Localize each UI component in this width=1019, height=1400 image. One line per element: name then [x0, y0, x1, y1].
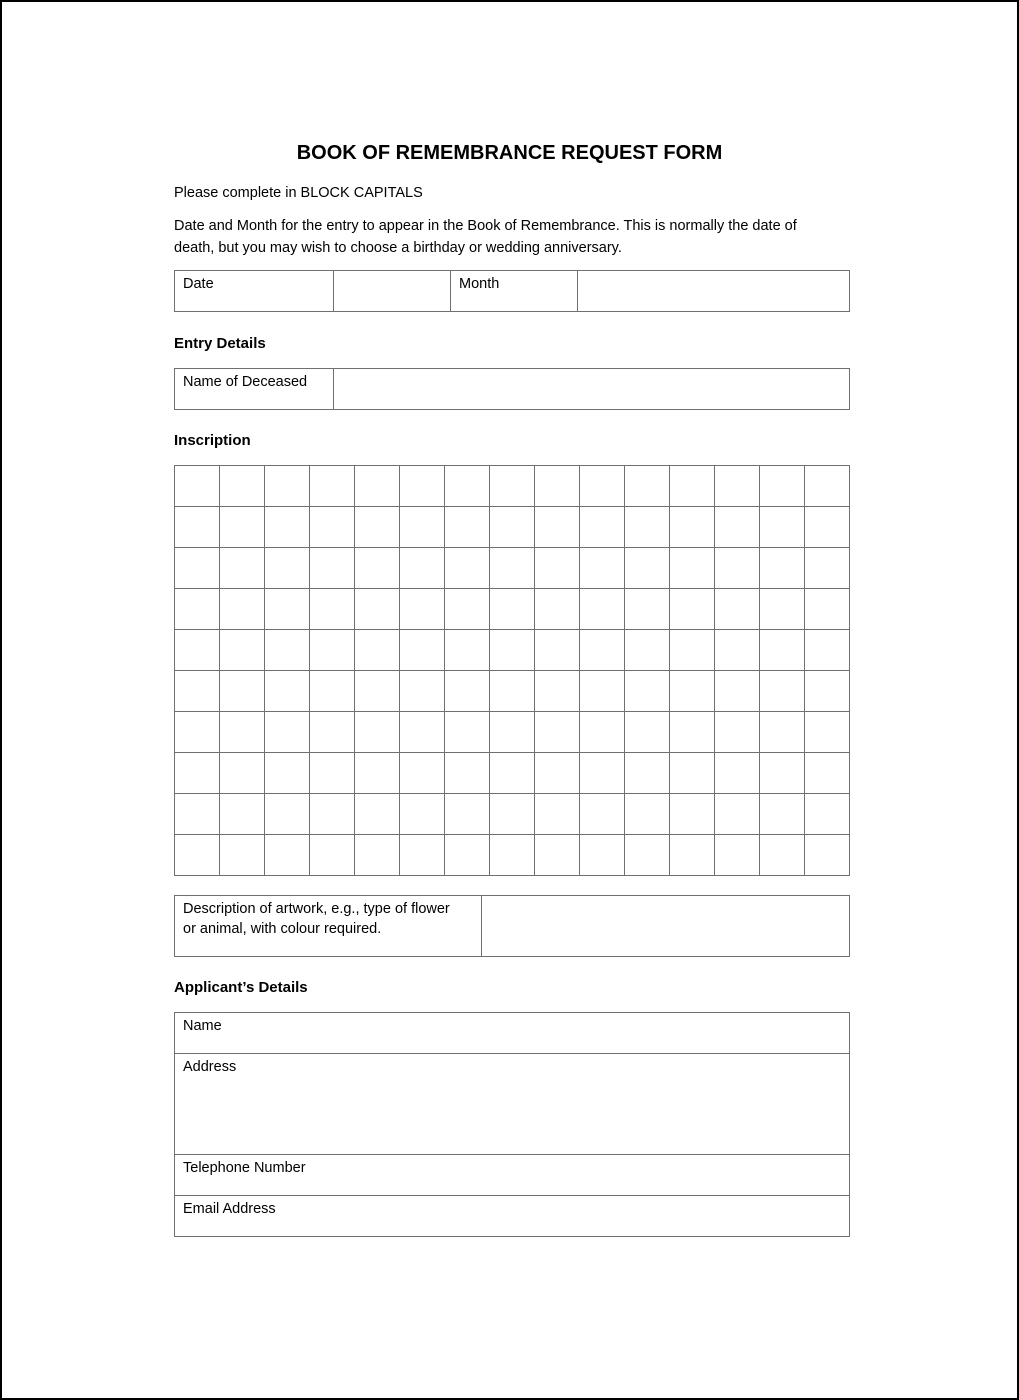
date-instruction-line-2: death, but you may wish to choose a birthday or wedding anniversary.: [174, 240, 622, 256]
inscription-cell[interactable]: [310, 507, 355, 548]
inscription-row: [175, 712, 850, 753]
inscription-cell[interactable]: [175, 671, 220, 712]
inscription-cell[interactable]: [535, 712, 580, 753]
applicant-email-cell[interactable]: [175, 1196, 850, 1237]
inscription-cell[interactable]: [175, 630, 220, 671]
applicant-address-label: Address: [183, 1059, 237, 1075]
inscription-row: [175, 835, 850, 876]
inscription-cell[interactable]: [715, 794, 760, 835]
inscription-cell[interactable]: [670, 671, 715, 712]
inscription-cell[interactable]: [580, 466, 625, 507]
month-label-cell: [451, 271, 578, 312]
inscription-cell[interactable]: [400, 794, 445, 835]
inscription-cell[interactable]: [265, 794, 310, 835]
inscription-cell[interactable]: [490, 794, 535, 835]
inscription-cell[interactable]: [445, 630, 490, 671]
inscription-cell[interactable]: [400, 671, 445, 712]
inscription-cell[interactable]: [265, 466, 310, 507]
inscription-cell[interactable]: [670, 712, 715, 753]
inscription-cell[interactable]: [535, 466, 580, 507]
inscription-row: [175, 671, 850, 712]
inscription-cell[interactable]: [805, 671, 850, 712]
inscription-cell[interactable]: [625, 507, 670, 548]
entry-details-table: [174, 368, 850, 410]
inscription-cell[interactable]: [445, 835, 490, 876]
inscription-cell[interactable]: [265, 712, 310, 753]
inscription-cell[interactable]: [400, 589, 445, 630]
inscription-cell[interactable]: [670, 753, 715, 794]
inscription-cell[interactable]: [310, 466, 355, 507]
inscription-cell[interactable]: [355, 548, 400, 589]
applicant-telephone-cell[interactable]: [175, 1155, 850, 1196]
inscription-cell[interactable]: [400, 507, 445, 548]
inscription-cell[interactable]: [175, 712, 220, 753]
inscription-cell[interactable]: [220, 630, 265, 671]
inscription-grid: [174, 465, 850, 876]
inscription-cell[interactable]: [715, 630, 760, 671]
block-capitals-instruction: Please complete in BLOCK CAPITALS: [174, 185, 423, 201]
inscription-cell[interactable]: [490, 835, 535, 876]
inscription-cell[interactable]: [490, 671, 535, 712]
inscription-cell[interactable]: [445, 794, 490, 835]
deceased-label-cell: [175, 369, 334, 410]
inscription-cell[interactable]: [715, 835, 760, 876]
applicant-email-label: Email Address: [183, 1201, 276, 1217]
inscription-cell[interactable]: [805, 835, 850, 876]
inscription-cell[interactable]: [670, 630, 715, 671]
inscription-cell[interactable]: [805, 630, 850, 671]
inscription-cell[interactable]: [760, 794, 805, 835]
inscription-cell[interactable]: [445, 671, 490, 712]
inscription-cell[interactable]: [490, 466, 535, 507]
inscription-cell[interactable]: [490, 548, 535, 589]
inscription-cell[interactable]: [445, 548, 490, 589]
inscription-cell[interactable]: [715, 466, 760, 507]
inscription-cell[interactable]: [220, 671, 265, 712]
inscription-cell[interactable]: [625, 548, 670, 589]
inscription-cell[interactable]: [355, 507, 400, 548]
date-label: Date: [183, 276, 214, 292]
applicant-details-table: [174, 1012, 850, 1237]
inscription-cell[interactable]: [355, 712, 400, 753]
inscription-cell[interactable]: [580, 548, 625, 589]
inscription-cell[interactable]: [715, 548, 760, 589]
inscription-cell[interactable]: [625, 794, 670, 835]
inscription-cell[interactable]: [445, 507, 490, 548]
inscription-cell[interactable]: [445, 589, 490, 630]
inscription-row: [175, 507, 850, 548]
inscription-cell[interactable]: [535, 548, 580, 589]
inscription-row: [175, 466, 850, 507]
month-label: Month: [459, 276, 500, 292]
inscription-cell[interactable]: [760, 589, 805, 630]
inscription-cell[interactable]: [805, 589, 850, 630]
artwork-label: [175, 896, 481, 939]
inscription-cell[interactable]: [580, 671, 625, 712]
inscription-cell[interactable]: [445, 466, 490, 507]
deceased-input-cell[interactable]: [334, 369, 850, 410]
applicant-name-label: Name: [183, 1018, 222, 1034]
inscription-cell[interactable]: [220, 507, 265, 548]
inscription-cell[interactable]: [490, 630, 535, 671]
date-input-cell[interactable]: [334, 271, 451, 312]
page-title: BOOK OF REMEMBRANCE REQUEST FORM: [296, 142, 723, 164]
inscription-cell[interactable]: [535, 671, 580, 712]
inscription-cell[interactable]: [310, 712, 355, 753]
inscription-cell[interactable]: [580, 507, 625, 548]
inscription-cell[interactable]: [445, 753, 490, 794]
inscription-cell[interactable]: [310, 589, 355, 630]
inscription-cell[interactable]: [580, 589, 625, 630]
inscription-row: [175, 589, 850, 630]
inscription-cell[interactable]: [175, 753, 220, 794]
inscription-cell[interactable]: [400, 835, 445, 876]
inscription-cell[interactable]: [670, 835, 715, 876]
inscription-cell[interactable]: [355, 589, 400, 630]
inscription-cell[interactable]: [760, 507, 805, 548]
inscription-cell[interactable]: [760, 835, 805, 876]
inscription-cell[interactable]: [625, 753, 670, 794]
entry-details-heading: Entry Details: [174, 335, 266, 352]
inscription-cell[interactable]: [760, 466, 805, 507]
inscription-cell[interactable]: [355, 753, 400, 794]
inscription-cell[interactable]: [265, 753, 310, 794]
inscription-cell[interactable]: [805, 548, 850, 589]
inscription-cell[interactable]: [535, 630, 580, 671]
inscription-row: [175, 794, 850, 835]
inscription-cell[interactable]: [580, 712, 625, 753]
inscription-cell[interactable]: [400, 548, 445, 589]
date-label-cell: [175, 271, 334, 312]
inscription-cell[interactable]: [490, 753, 535, 794]
inscription-cell[interactable]: [265, 548, 310, 589]
inscription-cell[interactable]: [805, 794, 850, 835]
inscription-cell[interactable]: [220, 794, 265, 835]
inscription-cell[interactable]: [715, 671, 760, 712]
inscription-cell[interactable]: [490, 589, 535, 630]
inscription-row: [175, 630, 850, 671]
inscription-cell[interactable]: [355, 835, 400, 876]
inscription-cell[interactable]: [670, 794, 715, 835]
inscription-row: [175, 753, 850, 794]
inscription-cell[interactable]: [355, 671, 400, 712]
inscription-cell[interactable]: [715, 589, 760, 630]
inscription-cell[interactable]: [400, 753, 445, 794]
name-of-deceased-label: Name of Deceased: [183, 374, 308, 390]
inscription-cell[interactable]: [625, 466, 670, 507]
inscription-cell[interactable]: [310, 630, 355, 671]
inscription-heading: Inscription: [174, 432, 251, 449]
inscription-cell[interactable]: [220, 548, 265, 589]
inscription-cell[interactable]: [715, 507, 760, 548]
inscription-cell[interactable]: [175, 835, 220, 876]
inscription-cell[interactable]: [625, 630, 670, 671]
inscription-cell[interactable]: [760, 753, 805, 794]
inscription-cell[interactable]: [220, 712, 265, 753]
inscription-cell[interactable]: [175, 548, 220, 589]
inscription-cell[interactable]: [175, 466, 220, 507]
month-input-cell[interactable]: [578, 271, 850, 312]
inscription-cell[interactable]: [535, 753, 580, 794]
inscription-cell[interactable]: [220, 835, 265, 876]
inscription-cell[interactable]: [400, 712, 445, 753]
inscription-cell[interactable]: [310, 794, 355, 835]
artwork-input-cell[interactable]: [482, 896, 850, 957]
inscription-cell[interactable]: [535, 589, 580, 630]
inscription-cell[interactable]: [715, 753, 760, 794]
inscription-cell[interactable]: [760, 712, 805, 753]
inscription-cell[interactable]: [760, 630, 805, 671]
inscription-cell[interactable]: [670, 589, 715, 630]
inscription-cell[interactable]: [580, 753, 625, 794]
applicant-name-cell[interactable]: [175, 1013, 850, 1054]
inscription-cell[interactable]: [580, 835, 625, 876]
inscription-cell[interactable]: [715, 712, 760, 753]
inscription-cell[interactable]: [805, 712, 850, 753]
inscription-cell[interactable]: [355, 630, 400, 671]
inscription-cell[interactable]: [175, 589, 220, 630]
inscription-cell[interactable]: [625, 712, 670, 753]
inscription-cell[interactable]: [760, 671, 805, 712]
inscription-cell[interactable]: [400, 466, 445, 507]
date-instruction: [174, 215, 854, 259]
date-instruction-line-1: Date and Month for the entry to appear in the Book of Remembrance. This is normally the date of: [174, 218, 797, 234]
artwork-table: [174, 895, 850, 957]
inscription-cell[interactable]: [670, 507, 715, 548]
inscription-cell[interactable]: [310, 548, 355, 589]
inscription-cell[interactable]: [220, 589, 265, 630]
artwork-label-cell: [175, 896, 482, 957]
inscription-cell[interactable]: [265, 507, 310, 548]
inscription-cell[interactable]: [445, 712, 490, 753]
inscription-cell[interactable]: [535, 835, 580, 876]
inscription-cell[interactable]: [400, 630, 445, 671]
inscription-cell[interactable]: [580, 630, 625, 671]
inscription-cell[interactable]: [670, 548, 715, 589]
artwork-label-line-2: or animal, with colour required.: [183, 921, 382, 937]
applicant-details-heading: Applicant’s Details: [174, 979, 308, 996]
inscription-cell[interactable]: [175, 507, 220, 548]
inscription-cell[interactable]: [805, 507, 850, 548]
date-month-table: [174, 270, 850, 312]
artwork-label-line-1: Description of artwork, e.g., type of flower: [183, 901, 450, 917]
inscription-cell[interactable]: [175, 794, 220, 835]
inscription-cell[interactable]: [625, 835, 670, 876]
inscription-cell[interactable]: [760, 548, 805, 589]
inscription-cell[interactable]: [310, 835, 355, 876]
inscription-cell[interactable]: [670, 466, 715, 507]
inscription-cell[interactable]: [535, 794, 580, 835]
inscription-cell[interactable]: [625, 589, 670, 630]
inscription-cell[interactable]: [220, 753, 265, 794]
inscription-cell[interactable]: [265, 671, 310, 712]
inscription-cell[interactable]: [265, 835, 310, 876]
inscription-cell[interactable]: [355, 466, 400, 507]
inscription-cell[interactable]: [625, 671, 670, 712]
inscription-cell[interactable]: [265, 630, 310, 671]
inscription-cell[interactable]: [310, 671, 355, 712]
inscription-cell[interactable]: [490, 712, 535, 753]
inscription-row: [175, 548, 850, 589]
inscription-cell[interactable]: [310, 753, 355, 794]
inscription-cell[interactable]: [580, 794, 625, 835]
inscription-cell[interactable]: [535, 507, 580, 548]
inscription-cell[interactable]: [220, 466, 265, 507]
inscription-cell[interactable]: [490, 507, 535, 548]
inscription-cell[interactable]: [355, 794, 400, 835]
inscription-cell[interactable]: [265, 589, 310, 630]
inscription-cell[interactable]: [805, 466, 850, 507]
applicant-address-cell[interactable]: [175, 1054, 850, 1155]
applicant-telephone-label: Telephone Number: [183, 1160, 306, 1176]
inscription-cell[interactable]: [805, 753, 850, 794]
